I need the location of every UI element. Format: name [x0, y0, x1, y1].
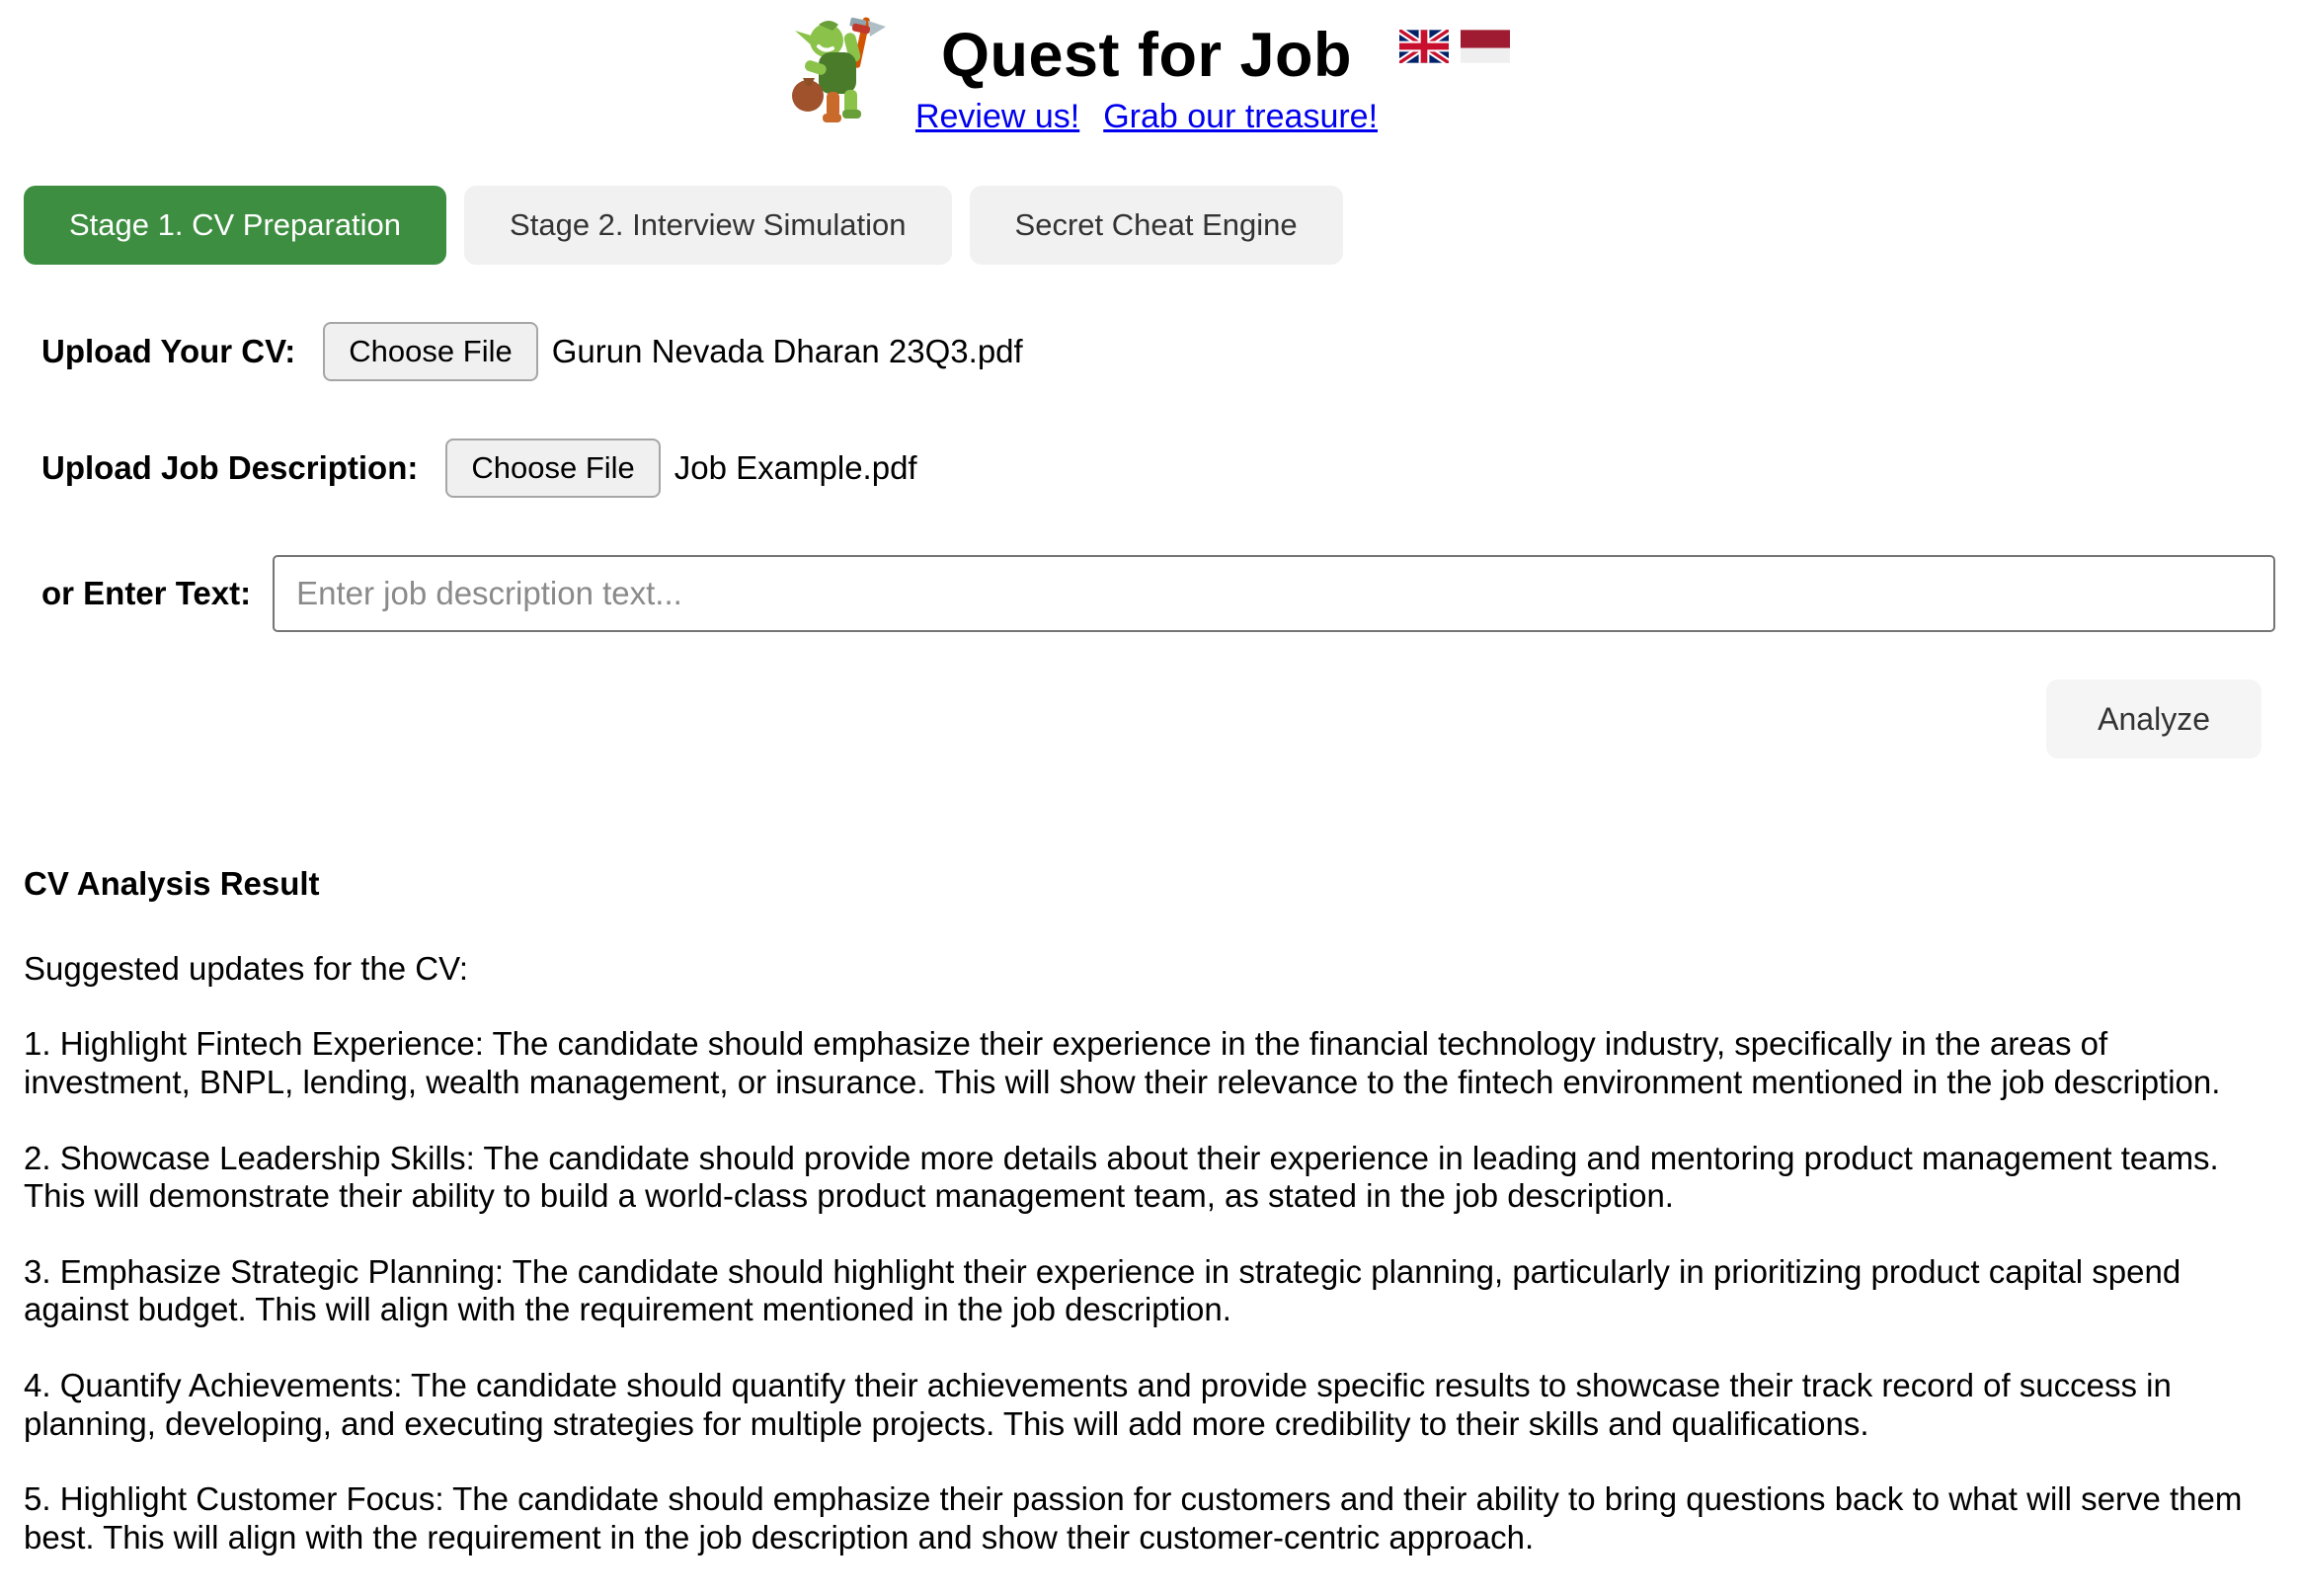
review-us-link[interactable]: Review us! [914, 98, 1080, 136]
suggestion-item-2: 2. Showcase Leadership Skills: The candidate should provide more details about their experience in leading and mentoring product management teams. This will demonstrate their ability to build a world-class product management team, as stated in the job description. [24, 1139, 2219, 1215]
cv-file-name: Gurun Nevada Dharan 23Q3.pdf [551, 333, 1023, 370]
goblin-icon [789, 10, 888, 128]
jd-file-input [445, 439, 916, 498]
analyze-button[interactable]: Analyze [2046, 679, 2261, 758]
grab-treasure-link[interactable]: Grab our treasure! [1103, 98, 1379, 136]
cv-analysis-results [24, 865, 2275, 1556]
suggestion-item-4: 4. Quantify Achievements: The candidate should quantify their achievements and provide specific results to showcase their track record of success in planning, developing, and executing strategies for multiple projects. This will add more credibility to their skills and qualifications. [24, 1366, 2172, 1442]
suggestion-item-1: 1. Highlight Fintech Experience: The candidate should emphasize their experience in the financial technology industry, specifically in the areas of investment, BNPL, lending, wealth management, or insurance. This will show their relevance to the fintech environment mentioned in the job description. [24, 1025, 2221, 1100]
language-flags [1399, 30, 1510, 63]
page-title: Quest for Job [940, 21, 1352, 90]
stage-tabs [24, 186, 2299, 265]
latvia-flag-icon[interactable] [1461, 30, 1510, 63]
suggestion-item-3: 3. Emphasize Strategic Planning: The candidate should highlight their experience in strategic planning, particularly in prioritizing product capital spend against budget. This will align with the requirement mentioned in the job description. [24, 1252, 2181, 1328]
analyze-row [41, 679, 2261, 758]
cv-upload-row [41, 322, 2275, 381]
cv-file-input [323, 322, 1022, 381]
jd-text-row [41, 555, 2275, 632]
jd-text-input[interactable] [273, 555, 2275, 632]
header [0, 0, 2299, 136]
cv-upload-label: Upload Your CV: [41, 333, 296, 370]
results-heading: CV Analysis Result [24, 865, 320, 903]
jd-text-label: or Enter Text: [41, 575, 252, 612]
cv-choose-file-button[interactable]: Choose File [323, 322, 537, 381]
uk-flag-icon[interactable] [1399, 30, 1449, 63]
tab-stage1-cv-preparation[interactable]: Stage 1. CV Preparation [24, 186, 446, 265]
tab-secret-cheat-engine[interactable]: Secret Cheat Engine [970, 186, 1343, 265]
results-intro: Suggested updates for the CV: [24, 950, 469, 988]
suggestion-item-5: 5. Highlight Customer Focus: The candidate should emphasize their passion for customers and their ability to bring questions back to what will serve them best. This will align with the requirement in the job description and show their customer-centric approach. [24, 1480, 2243, 1556]
title-block [915, 10, 1378, 136]
jd-upload-row [41, 439, 2275, 498]
jd-upload-label: Upload Job Description: [41, 449, 419, 487]
jd-choose-file-button[interactable]: Choose File [445, 439, 660, 498]
tab-stage2-interview-simulation[interactable]: Stage 2. Interview Simulation [464, 186, 952, 265]
cv-form [41, 322, 2275, 758]
header-links [915, 98, 1378, 136]
jd-file-name: Job Example.pdf [674, 449, 917, 487]
